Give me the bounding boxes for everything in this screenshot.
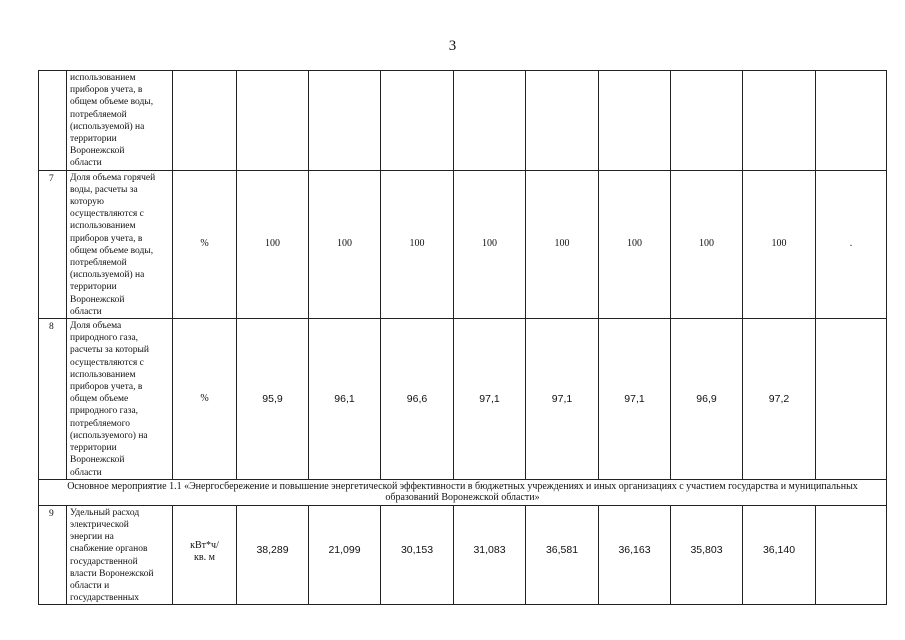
table-row [39, 170, 887, 318]
value-cell: 100 [309, 170, 381, 318]
row-number: 7 [39, 170, 67, 318]
section-row [39, 479, 887, 505]
value-cell: 30,153 [381, 505, 454, 605]
value-cell: . [816, 170, 887, 318]
row-number: 8 [39, 319, 67, 480]
unit-cell: кВт*ч/ кв. м [173, 505, 237, 605]
value-cell: 36,581 [526, 505, 599, 605]
value-cell: 100 [237, 170, 309, 318]
indicator-name: Доля объема природного газа, расчеты за который осуществляются с использованием приборов учета, в общем объеме природного газа, потребляемого (используемого) на территории Воронежской области [67, 319, 173, 480]
unit-cell [173, 71, 237, 171]
value-cell: 100 [381, 170, 454, 318]
value-cell: 36,163 [599, 505, 671, 605]
value-cell [743, 71, 816, 171]
value-cell: 21,099 [309, 505, 381, 605]
row-number [39, 71, 67, 171]
value-cell [237, 71, 309, 171]
value-cell [671, 71, 743, 171]
value-cell [309, 71, 381, 171]
event-heading: Основное мероприятие 1.1 «Энергосбережение и повышение энергетической эффективности в бюджетных учреждениях и иных организациях с участием государства и муниципальных образований Воронежской области» [39, 479, 887, 505]
value-cell [816, 71, 887, 171]
table-row [39, 71, 887, 171]
value-cell: 97,1 [454, 319, 526, 480]
unit-cell: % [173, 319, 237, 480]
table-row [39, 505, 887, 605]
indicators-table [38, 70, 887, 605]
value-cell [816, 505, 887, 605]
row-number: 9 [39, 505, 67, 605]
unit-cell: % [173, 170, 237, 318]
indicator-name: использованием приборов учета, в общем объеме воды, потребляемой (используемой) на территории Воронежской области [67, 71, 173, 171]
value-cell [816, 319, 887, 480]
value-cell: 100 [743, 170, 816, 318]
value-cell: 97,1 [526, 319, 599, 480]
value-cell: 31,083 [454, 505, 526, 605]
value-cell: 38,289 [237, 505, 309, 605]
value-cell: 100 [599, 170, 671, 318]
value-cell: 36,140 [743, 505, 816, 605]
value-cell: 100 [526, 170, 599, 318]
value-cell [599, 71, 671, 171]
value-cell: 96,9 [671, 319, 743, 480]
value-cell [454, 71, 526, 171]
value-cell: 96,1 [309, 319, 381, 480]
indicator-name: Доля объема горячей воды, расчеты за которую осуществляются с использованием приборов учета, в общем объеме воды, потребляемой (используемой) на территории Воронежской области [67, 170, 173, 318]
value-cell: 95,9 [237, 319, 309, 480]
value-cell [381, 71, 454, 171]
value-cell: 97,2 [743, 319, 816, 480]
value-cell: 96,6 [381, 319, 454, 480]
value-cell: 35,803 [671, 505, 743, 605]
indicator-name: Удельный расход электрической энергии на снабжение органов государственной власти Воронежской области и государственных [67, 505, 173, 605]
page-number: 3 [448, 38, 457, 54]
value-cell [526, 71, 599, 171]
value-cell: 100 [671, 170, 743, 318]
value-cell: 100 [454, 170, 526, 318]
table-row [39, 319, 887, 480]
value-cell: 97,1 [599, 319, 671, 480]
